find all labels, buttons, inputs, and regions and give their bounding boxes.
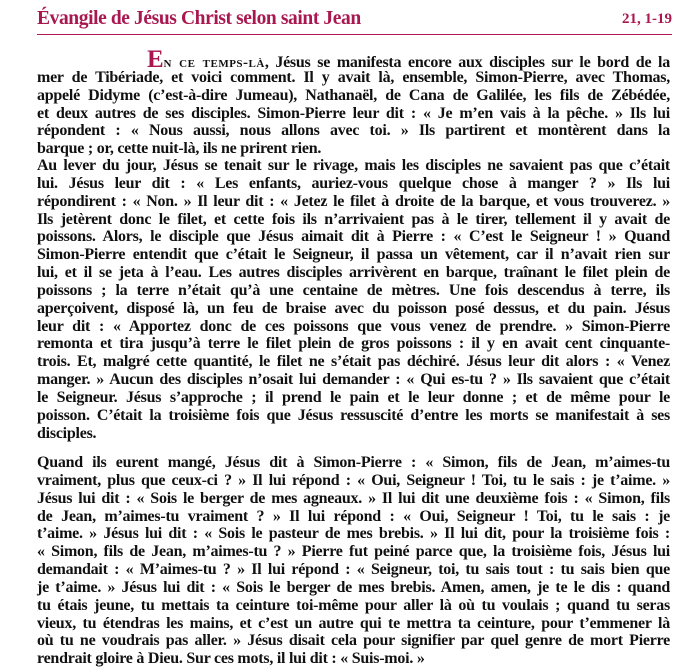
text-line: Ils jetèrent donc le filet, et cette fois ils n’arrivaient pas à le tirer, tellement il y avait de (37, 210, 670, 228)
text-line: trois. Et, malgré cette quantité, le filet ne s’était pas déchiré. Jésus leur dit alors : « Venez (37, 353, 670, 371)
opening-line (37, 46, 670, 73)
paragraph-3 (37, 454, 670, 668)
text-line: barque ; or, cette nuit-là, ils ne prirent rien. (37, 140, 322, 158)
text-line: poisson. C’était la troisième fois que Jésus ressuscité d’entre les morts se manifestait à ses (37, 406, 670, 424)
text-line: répondent : « Nous aussi, nous allons avec toi. » Ils partirent et montèrent dans la (37, 122, 670, 140)
text-line: remonta et tira jusqu’à terre le filet plein de gros poissons : il y en avait cent cinquante- (37, 335, 670, 353)
text-line: je t’aime. » Jésus lui dit : « Sois le berger de mes brebis. Amen, amen, je te le dis : quand (37, 578, 670, 596)
text-line: leur dit : « Apportez donc de ces poissons que vous venez de prendre. » Simon-Pierre (37, 317, 670, 335)
text-line: mer de Tibériade, et voici comment. Il y avait là, ensemble, Simon-Pierre, avec Thomas, (37, 68, 670, 86)
text-line: Au lever du jour, Jésus se tenait sur le rivage, mais les disciples ne savaient pas que c’était (37, 157, 670, 174)
text-line: demandait : « M’aimes-tu ? » Il lui répond : « Seigneur, toi, tu sais tout : tu sais bien que (37, 561, 670, 579)
text-line: poissons ; la terre n’était qu’à une centaine de mètres. Une fois descendus à terre, ils (37, 281, 670, 299)
text-line: vieux, tu étendras les mains, et c’est un autre qui te mettra ta ceinture, pour t’emmener là (37, 614, 670, 632)
text-line: « Simon, fils de Jean, m’aimes-tu ? » Pierre fut peiné parce que, la troisième fois, Jésus lui (37, 543, 670, 561)
text-line: Jésus lui dit : « Sois le berger de mes agneaux. » Il lui dit une deuxième fois : « Simon, fils (37, 489, 670, 507)
text-line: Quand ils eurent mangé, Jésus dit à Simon-Pierre : « Simon, fils de Jean, m’aimes-tu (37, 454, 670, 471)
text-line: de Jean, m’aimes-tu vraiment ? » Il lui répond : « Oui, Seigneur ! Toi, tu le sais : je (37, 507, 670, 525)
text-line: lui, et il se jeta à l’eau. Les autres disciples arrivèrent en barque, traînant le filet plein de (37, 264, 670, 282)
text-line: disciples. (37, 424, 97, 442)
text-line: tu étais jeune, tu mettais ta ceinture toi-même pour aller là où tu voulais ; quand tu seras (37, 596, 670, 614)
paragraph-1 (37, 46, 670, 158)
text-line: lui. Jésus leur dit : « Les enfants, auriez-vous quelque chose à manger ? » Ils lui (37, 174, 670, 192)
text-line: poissons. Alors, le disciple que Jésus aimait dit à Pierre : « C’est le Seigneur ! » Quand (37, 228, 670, 246)
text-line: répondirent : « Non. » Il leur dit : « Jetez le filet à droite de la barque, et vous trouverez. » (37, 192, 670, 210)
gospel-title: Évangile de Jésus Christ selon saint Jean (37, 8, 361, 29)
text-line: et deux autres de ses disciples. Simon-Pierre leur dit : « Je m’en vais à la pêche. » Ils lui (37, 104, 670, 122)
opening-small-caps: n ce temps-là (163, 55, 265, 71)
text-line: t’aime. » Jésus lui dit : « Sois le pasteur de mes brebis. » Il lui dit, pour la troisième fois : (37, 525, 670, 543)
verse-reference: 21, 1-19 (622, 11, 672, 27)
text-line: aperçoivent, disposé là, un feu de braise avec du poisson posé dessus, et du pain. Jésus (37, 299, 670, 317)
page-header (37, 6, 672, 35)
text-line: appelé Didyme (c’est-à-dire Jumeau), Nathanaël, de Cana de Galilée, les fils de Zébédée, (37, 86, 670, 104)
drop-initial: E (147, 46, 164, 73)
text-line: manger. » Aucun des disciples n’osait lui demander : « Qui es-tu ? » Ils savaient que c’était (37, 371, 670, 389)
paragraph-2 (37, 157, 670, 443)
text-line: Simon-Pierre entendit que c’était le Seigneur, il passa un vêtement, car il n’avait rien sur (37, 246, 670, 264)
text-line: le Seigneur. Jésus s’approche ; il prend le pain et le leur donne ; et de même pour le (37, 388, 670, 406)
text-line: vraiment, plus que ceux-ci ? » Il lui répond : « Oui, Seigneur ! Toi, tu le sais : je t’aime. » (37, 471, 670, 489)
text-line: où tu ne voudrais pas aller. » Jésus disait cela pour signifier par quel genre de mort Pierre (37, 632, 670, 650)
opening-text: , Jésus se manifesta encore aux disciples sur le bord de la (264, 54, 670, 71)
text-line: rendrait gloire à Dieu. Sur ces mots, il lui dit : « Suis-moi. » (37, 650, 425, 668)
